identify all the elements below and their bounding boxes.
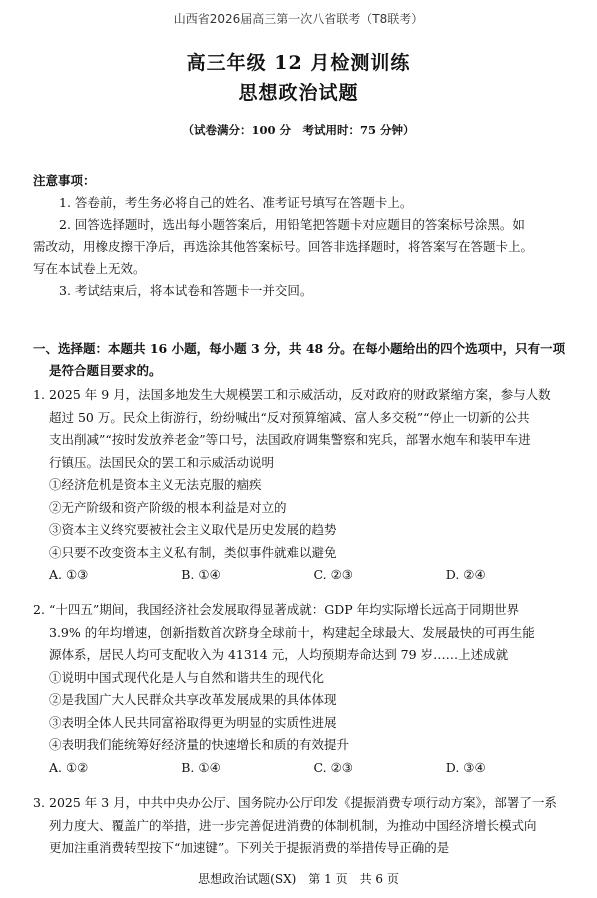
choice-b: B. ①④ xyxy=(181,759,221,775)
question-text: “十四五”期间，我国经济社会发展取得显著成就：GDP 年均实际增长远高于同期世界 xyxy=(49,602,520,617)
question-text: 行镇压。法国民众的罢工和示威活动说明 xyxy=(49,454,275,470)
question-text: 源体系，居民人均可支配收入为 41314 元，人均预期寿命达到 79 岁……上述成就 xyxy=(49,647,509,662)
answer-choices xyxy=(33,564,578,587)
exam-title: 高三年级 12 月检测训练 xyxy=(186,52,411,74)
statement-4: ④只要不改变资本主义私有制，类似事件就难以避免 xyxy=(49,544,337,560)
question-3 xyxy=(33,792,578,860)
notice-item-1: 1. 答卷前，考生务必将自己的姓名、准考证号填写在答题卡上。 xyxy=(59,195,413,210)
question-text: 列力度大、覆盖广的举措，进一步完善促进消费的体制机制，为推动中国经济增长模式向 xyxy=(49,817,537,833)
notice-heading: 注意事项： xyxy=(33,173,96,188)
question-1 xyxy=(33,384,578,587)
exam-meta: （试卷满分：100 分 考试用时：75 分钟） xyxy=(182,123,415,137)
statement-1: ①经济危机是资本主义无法克服的痼疾 xyxy=(49,477,262,492)
statement-2: ②无产阶级和资产阶级的根本利益是对立的 xyxy=(49,499,287,515)
exam-subject: 思想政治试题 xyxy=(238,82,359,104)
choice-a: A. ①③ xyxy=(49,567,89,582)
question-number: 3. xyxy=(33,795,45,810)
question-2 xyxy=(33,599,578,779)
notice-block xyxy=(33,170,568,302)
choice-a: A. ①② xyxy=(49,759,89,775)
choice-b: B. ①④ xyxy=(181,567,221,582)
question-number: 2. xyxy=(33,602,45,617)
question-text: 更加注重消费转型按下“加速键”。下列关于提振消费的举措传导正确的是 xyxy=(49,840,450,855)
section-line-2: 是符合题目要求的。 xyxy=(49,363,162,378)
question-text: 2025 年 9 月，法国多地发生大规模罢工和示威活动，反对政府的财政紧缩方案，参与人数 xyxy=(49,387,551,402)
choice-d: D. ③④ xyxy=(445,759,486,775)
choice-d: D. ②④ xyxy=(445,567,486,582)
question-text: 支出削减”“按时发放养老金”等口号，法国政府调集警察和宪兵，部署水炮车和装甲车进 xyxy=(49,432,531,447)
notice-item-3: 3. 考试结束后，将本试卷和答题卡一并交回。 xyxy=(59,283,313,298)
statement-2: ②是我国广大人民群众共享改革发展成果的具体体现 xyxy=(49,692,337,707)
notice-item-2-cont: 需改动，用橡皮擦干净后，再选涂其他答案标号。回答非选择题时，将答案写在答题卡上。 xyxy=(33,239,534,254)
question-number: 1. xyxy=(33,387,45,402)
choice-c: C. ②③ xyxy=(313,567,353,582)
section-line-1: 一、选择题：本题共 16 小题，每小题 3 分，共 48 分。在每小题给出的四个选项中，只有一项 xyxy=(33,341,566,356)
statement-3: ③资本主义终究要被社会主义取代是历史发展的趋势 xyxy=(49,522,337,537)
page-footer: 思想政治试题(SX) 第 1 页 共 6 页 xyxy=(198,872,399,886)
question-text: 3.9% 的年均增速，创新指数首次跻身全球前十，构建起全球最大、发展最快的可再生能 xyxy=(49,624,535,640)
choice-c: C. ②③ xyxy=(313,759,353,775)
statement-1: ①说明中国式现代化是人与自然和谐共生的现代化 xyxy=(49,669,325,685)
answer-choices xyxy=(33,757,578,780)
question-text: 超过 50 万。民众上街游行，纷纷喊出“反对预算缩减、富人多交税”“停止一切新的公共 xyxy=(49,409,530,425)
notice-item-2: 2. 回答选择题时，选出每小题答案后，用铅笔把答题卡对应题目的答案标号涂黑。如 xyxy=(59,217,525,232)
section-heading xyxy=(33,338,573,382)
statement-3: ③表明全体人民共同富裕取得更为明显的实质性进展 xyxy=(49,714,337,730)
question-text: 2025 年 3 月，中共中央办公厅、国务院办公厅印发《提振消费专项行动方案》，部署了一系 xyxy=(49,795,557,810)
notice-item-2-end: 写在本试卷上无效。 xyxy=(33,261,146,276)
exam-header: 山西省2026届高三第一次八省联考（T8联考） xyxy=(173,12,424,26)
statement-4: ④表明我们能统筹好经济量的快速增长和质的有效提升 xyxy=(49,737,350,752)
